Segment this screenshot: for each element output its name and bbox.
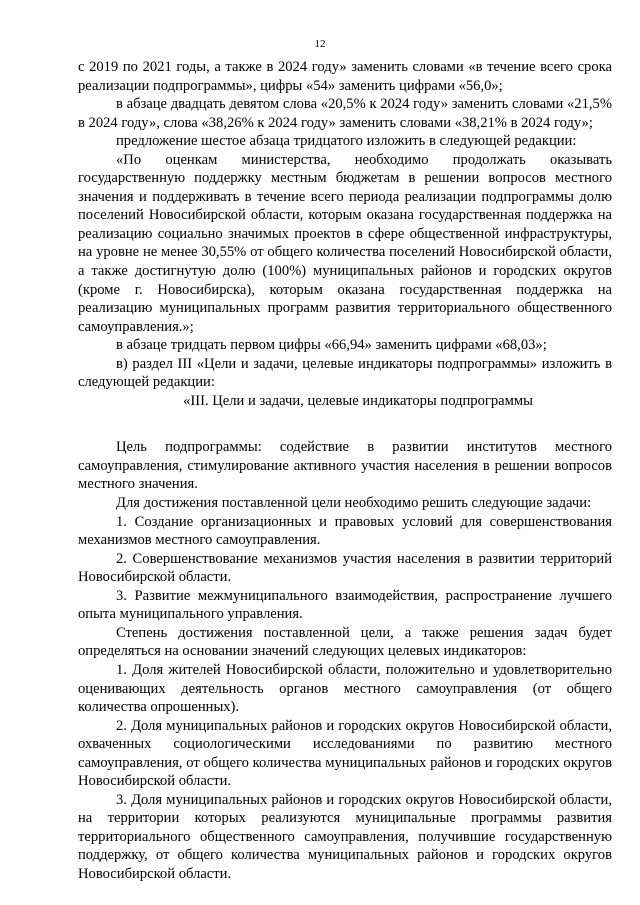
paragraph: предложение шестое абзаца тридцатого изложить в следующей редакции: <box>116 133 577 150</box>
page-number: 12 <box>314 38 326 50</box>
paragraph: Степень достижения поставленной цели, а также решения задач будет определяться на основании значений следующих целевых индикаторов: <box>78 624 612 660</box>
paragraph: в) раздел III «Цели и задачи, целевые индикаторы подпрограммы» изложить в следующей редакции: <box>78 355 612 391</box>
indicator-item: 3. Доля муниципальных районов и городских округов Новосибирской области, на территории которых реализуются муниципальные программы развития территориального общественного самоуправления, получившие государственную поддержку, от общего количества муниципальных районов и городских округов Новосибирской области. <box>78 791 612 882</box>
section-gap <box>78 410 612 438</box>
indicator-item: 2. Доля муниципальных районов и городских округов Новосибирской области, охваченных социологическими исследованиями по развитию местного самоуправления, от общего количества муниципальных районов и городских округов Новосибирской области. <box>78 717 612 790</box>
paragraph: в абзаце тридцать первом цифры «66,94» заменить цифрами «68,03»; <box>116 337 547 354</box>
task-item: 1. Создание организационных и правовых условий для совершенствования механизмов местного самоуправления. <box>78 513 612 549</box>
section-heading: «III. Цели и задачи, целевые индикаторы подпрограммы <box>183 392 533 409</box>
paragraph: в абзаце двадцать девятом слова «20,5% к 2024 году» заменить словами «21,5% в 2024 году», слова «38,26% к 2024 году» заменить словами «38,21% в 2024 году»; <box>78 96 612 131</box>
task-item: 3. Развитие межмуниципального взаимодействия, распространение лучшего опыта муниципального управления. <box>78 587 612 623</box>
paragraph: с 2019 по 2021 годы, а также в 2024 году» заменить словами «в течение всего срока реализации подпрограммы», цифры «54» заменить цифрами «56,0»; <box>78 59 612 94</box>
quoted-paragraph: «По оценкам министерства, необходимо продолжать оказывать государственную поддержку местным бюджетам в решении вопросов местного значения и поддерживать в течение всего периода реализации подпрограммы долю поселений Новосибирской области, которым оказана государственная поддержка на реализацию социально значимых проектов в сфере общественной инфраструктуры, на уровне не менее 30,55% от общего количества поселений Новосибирской области, а также достигнутую долю (100%) муниципальных районов и городских округов (кроме г. Новосибирска), которым оказана государственная поддержка на реализацию муниципальных программ развития территориального общественного самоуправления.»; <box>78 151 612 335</box>
task-item: 2. Совершенствование механизмов участия населения в развитии территорий Новосибирской области. <box>78 550 612 586</box>
paragraph: Для достижения поставленной цели необходимо решить следующие задачи: <box>116 495 592 512</box>
paragraph: Цель подпрограммы: содействие в развитии институтов местного самоуправления, стимулирование активного участия населения в решении вопросов местного значения. <box>78 439 612 493</box>
document-body <box>78 58 612 884</box>
indicator-item: 1. Доля жителей Новосибирской области, положительно и удовлетворительно оценивающих деятельность органов местного самоуправления (от общего количества опрошенных). <box>78 661 612 716</box>
